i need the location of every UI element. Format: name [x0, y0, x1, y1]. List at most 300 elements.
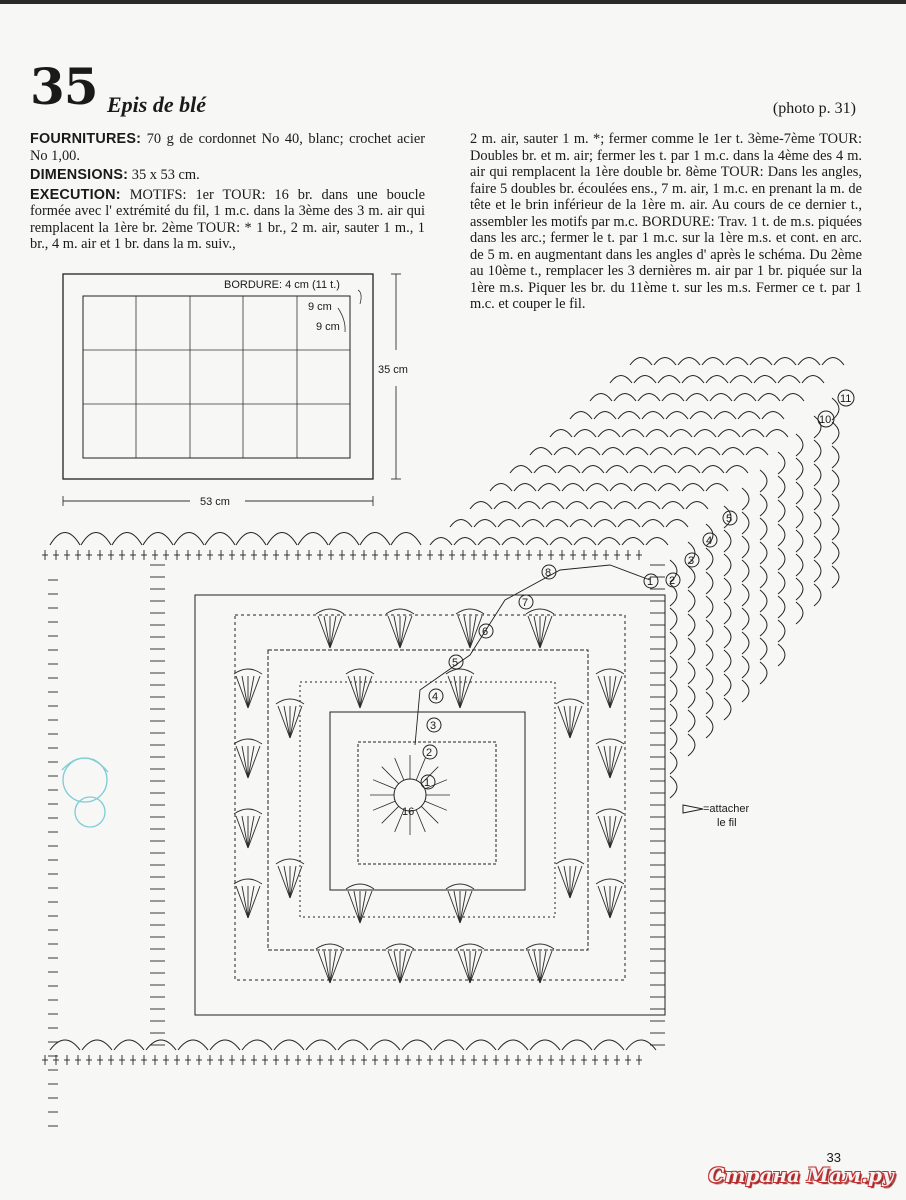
stitch-fan-line [348, 676, 360, 708]
stitch-fan-line [454, 676, 460, 708]
wing-arc [594, 520, 616, 528]
wing-arc [718, 430, 740, 438]
faint-flower-mark [62, 758, 108, 827]
stitch-fan-line [400, 951, 412, 983]
wing-arc [724, 602, 731, 624]
wing-arc [450, 520, 472, 528]
wing-arc [662, 394, 684, 402]
stitch-fan-line [318, 951, 330, 983]
stitch-fan-line [290, 866, 296, 898]
stitch-fan-line [604, 816, 610, 848]
wing-arc [594, 412, 616, 420]
wing-arc [742, 430, 764, 438]
stitch-fan-line [388, 951, 400, 983]
stitch-fan-line [464, 616, 470, 648]
stitch-fan-line [458, 616, 470, 648]
wing-arc [802, 376, 824, 384]
wing-arc [796, 554, 803, 576]
stitch-fan-line [248, 746, 254, 778]
stitch-fan-arc [556, 859, 584, 864]
wing-arc [598, 430, 620, 438]
stitch-fan-arc [234, 879, 262, 884]
stitch-fan-line [236, 816, 248, 848]
round-marker [479, 624, 493, 638]
scallop-arc [360, 533, 390, 546]
stitch-fan-arc [526, 944, 554, 949]
stitch-fan-arc [596, 669, 624, 674]
round-marker [449, 655, 463, 669]
stitch-fan-line [388, 616, 400, 648]
stitch-fan-line [610, 886, 622, 918]
svg-text:10: 10 [819, 414, 832, 426]
svg-text:7: 7 [522, 597, 529, 609]
wing-arc [722, 448, 744, 456]
stitch-fan-line [290, 706, 296, 738]
instructions-continued: 2 m. air, sauter 1 m. *; fermer comme le 1er t. 3ème-7ème TOUR: Doubles br. et m. air; fermer les t. par 1 m.c. dans la 4ème des 4 m. air qui remplacent la 1ère double br. 8ème TOUR: Dans les angles, faire 5 doubles br. écoulées ens., 7 m. air, 1 m.c. en prenant la m. de tête et le brin inférieur de la 1ère m. air. Au cours de ce dernier t., assembler les motifs par m.c. BORDURE: Trav. 1 t. de m.s. piquées dans les arc.; fermer le t. par 1 m.c. sur la 1ère m.s. et cont. en arc. de 5 m. en augmentant dans les angles d' après le schéma. Du 2ème au 10ème t., remplacer les 3 dernières m. air par 1 br. piquée sur la 1ère m.s. Piquer les br. du 11ème t. sur les m.s. Fermer ce t. par 1 m.c. et couper le fil. [470, 131, 862, 312]
stitch-fan-line [360, 891, 366, 923]
stitch-fan-line [248, 676, 260, 708]
scallop-arc [530, 1040, 560, 1050]
wing-arc [706, 548, 713, 570]
wing-arc [670, 728, 677, 750]
wing-arc [706, 376, 728, 384]
wing-arc [832, 422, 839, 444]
wing-arc [760, 518, 767, 540]
wing-arc [602, 448, 624, 456]
stitch-fan-line [598, 816, 610, 848]
stitch-fan-line [470, 616, 476, 648]
wing-arc [738, 412, 760, 420]
stitch-fan-arc [386, 944, 414, 949]
stitch-fan-line [236, 886, 248, 918]
stitch-fan-line [570, 866, 576, 898]
border-marker [644, 574, 658, 588]
crochet-chart [0, 340, 906, 1160]
stitch-fan-line [354, 891, 360, 923]
wing-arc [650, 448, 672, 456]
stitch-fan-line [330, 616, 336, 648]
motif-height-label: 9 cm [316, 321, 340, 333]
supplies-label: FOURNITURES: [30, 131, 142, 147]
wing-arc [546, 520, 568, 528]
wing-arc [706, 644, 713, 666]
stitch-ray [373, 780, 395, 789]
stitch-fan-line [610, 676, 616, 708]
wing-arc [832, 398, 839, 420]
wing-arc [510, 466, 532, 474]
wing-arc [578, 448, 600, 456]
stitch-fan-arc [316, 944, 344, 949]
scallop-arc [82, 1040, 112, 1050]
wing-arc [690, 412, 712, 420]
wing-arc [726, 358, 748, 366]
wing-arc [586, 484, 608, 492]
stitch-fan-line [236, 676, 248, 708]
stitch-fan-line [248, 816, 254, 848]
scallop-arc [298, 533, 328, 546]
wing-arc [814, 464, 821, 486]
wing-arc [514, 484, 536, 492]
wing-arc [646, 538, 668, 546]
wing-arc [782, 394, 804, 402]
round-marker [519, 595, 533, 609]
wing-arc [688, 590, 695, 612]
dimensions-label: DIMENSIONS: [30, 167, 129, 183]
dimensions-text: 35 x 53 cm. [128, 167, 200, 183]
wing-arc [760, 638, 767, 660]
stitch-fan-line [394, 951, 400, 983]
wing-arc [682, 484, 704, 492]
wing-arc [742, 608, 749, 630]
scallop-arc [306, 1040, 336, 1050]
wing-arc [762, 412, 784, 420]
wing-arc [796, 578, 803, 600]
border-marker [685, 553, 699, 567]
wing-arc [706, 484, 728, 492]
wing-arc [618, 412, 640, 420]
wing-arc [654, 466, 676, 474]
wing-arc [562, 484, 584, 492]
wing-arc [686, 394, 708, 402]
wing-arc [742, 560, 749, 582]
svg-text:4: 4 [432, 691, 439, 703]
stitch-fan-line [534, 616, 540, 648]
wing-arc [630, 466, 652, 474]
wing-arc [688, 566, 695, 588]
wing-arc [662, 502, 684, 510]
supplies-text: 70 g de cordonnet No 40, blanc; crochet acier No 1,00. [30, 131, 425, 164]
wing-arc [796, 482, 803, 504]
stitch-fan-line [248, 676, 254, 708]
stitch-fan-line [354, 676, 360, 708]
stitch-fan-line [360, 891, 372, 923]
wing-arc [742, 584, 749, 606]
stitch-fan-line [248, 816, 260, 848]
wing-arc [634, 484, 656, 492]
stitch-fan-line [454, 891, 460, 923]
wing-arc [760, 470, 767, 492]
wing-arc [558, 466, 580, 474]
wing-arc [742, 632, 749, 654]
dimensions-paragraph [30, 167, 425, 184]
instructions-left-column [30, 131, 425, 256]
scallop-arc [143, 533, 173, 546]
wing-arc [574, 430, 596, 438]
stitch-fan-arc [446, 669, 474, 674]
stitch-fan-line [604, 746, 610, 778]
wing-arc [610, 376, 632, 384]
stitch-ray [421, 806, 438, 823]
wing-arc [734, 394, 756, 402]
wing-arc [678, 358, 700, 366]
scallop-arc [466, 1040, 496, 1050]
wing-arc [454, 538, 476, 546]
stitch-fan-line [330, 951, 342, 983]
wing-arc [570, 520, 592, 528]
attach-thread-legend [683, 803, 750, 829]
stitch-fan-line [248, 746, 260, 778]
stitch-fan-line [360, 676, 366, 708]
execution-label: EXECUTION: [30, 186, 121, 203]
wing-arc [670, 680, 677, 702]
stitch-fan-line [448, 676, 460, 708]
wing-arc [714, 412, 736, 420]
wing-arc [666, 412, 688, 420]
scallop-arc [178, 1040, 208, 1050]
round-marker [542, 565, 556, 579]
border-marker [818, 411, 834, 427]
wing-arc [796, 602, 803, 624]
wing-arc [538, 484, 560, 492]
wing-arc [832, 518, 839, 540]
diagonal-join-line [415, 565, 650, 745]
stitch-fan-arc [234, 669, 262, 674]
wing-arc [646, 430, 668, 438]
wing-arc [618, 520, 640, 528]
wing-arc [814, 488, 821, 510]
stitch-fan-line [564, 706, 570, 738]
stitch-fan-line [394, 616, 400, 648]
wing-arc [566, 502, 588, 510]
stitch-fan-line [324, 951, 330, 983]
wing-arc [570, 412, 592, 420]
wing-arc [698, 448, 720, 456]
scallop-arc [594, 1040, 624, 1050]
svg-text:11: 11 [840, 393, 852, 405]
stitch-fan-line [470, 616, 482, 648]
stitch-fan-arc [446, 884, 474, 889]
stitch-fan-line [318, 616, 330, 648]
wing-arc [688, 710, 695, 732]
wing-arc [670, 608, 677, 630]
stitch-fan-line [558, 866, 570, 898]
pattern-number: 35 [30, 57, 98, 116]
scallop-arc [210, 1040, 240, 1050]
stitch-fan-line [564, 866, 570, 898]
wing-arc [814, 560, 821, 582]
stitch-fan-line [610, 816, 622, 848]
wing-arc [534, 466, 556, 474]
wing-arc [694, 430, 716, 438]
wing-arc [754, 376, 776, 384]
stitch-fan-line [570, 706, 582, 738]
wing-arc [798, 358, 820, 366]
svg-text:3: 3 [430, 720, 437, 732]
scallop-arc [242, 1040, 272, 1050]
wing-arc [494, 502, 516, 510]
wing-arc [634, 376, 656, 384]
svg-text:2: 2 [426, 747, 433, 759]
wing-arc [622, 430, 644, 438]
scallop-arc [112, 533, 142, 546]
wing-arc [654, 358, 676, 366]
execution-paragraph [30, 187, 425, 253]
pattern-title: Epis de blé [107, 92, 206, 117]
wing-arc [774, 358, 796, 366]
scallop-arc [50, 1040, 80, 1050]
wing-arc [814, 536, 821, 558]
wing-arc [778, 500, 785, 522]
wing-arc [642, 412, 664, 420]
wing-arc [742, 656, 749, 678]
stitch-fan-arc [526, 609, 554, 614]
border-marker [723, 511, 737, 525]
wing-arc [702, 358, 724, 366]
wing-arc [610, 484, 632, 492]
stitch-fan-line [610, 816, 616, 848]
scallop-arc [562, 1040, 592, 1050]
wing-arc [724, 674, 731, 696]
stitch-fan-line [540, 616, 552, 648]
wing-arc [682, 376, 704, 384]
stitch-fan-line [470, 951, 482, 983]
wing-arc [688, 614, 695, 636]
stitch-fan-line [242, 676, 248, 708]
scallop-arc [50, 533, 80, 546]
wing-arc [598, 538, 620, 546]
stitch-fan-line [248, 886, 254, 918]
scallop-arc [391, 533, 421, 546]
stitch-fan-line [278, 706, 290, 738]
wing-arc [760, 590, 767, 612]
wing-arc [724, 626, 731, 648]
stitch-fan-line [242, 886, 248, 918]
wing-arc [670, 704, 677, 726]
wing-arc [766, 430, 788, 438]
top-rule [0, 0, 906, 4]
border-round-markers [644, 390, 854, 588]
wing-arc [778, 476, 785, 498]
round-marker [421, 775, 435, 789]
wing-arc [658, 376, 680, 384]
stitch-fan-line [570, 866, 582, 898]
wing-arc [832, 494, 839, 516]
svg-text:8: 8 [545, 567, 552, 579]
scallop-arc [434, 1040, 464, 1050]
stitch-fan-line [348, 891, 360, 923]
stitch-fan-arc [276, 859, 304, 864]
stitch-fan-line [400, 616, 406, 648]
wing-arc [502, 538, 524, 546]
wing-arc [478, 538, 500, 546]
wing-arc [706, 620, 713, 642]
stitch-fan-arc [346, 884, 374, 889]
wing-arc [688, 662, 695, 684]
wing-arc [778, 452, 785, 474]
wing-arc [670, 632, 677, 654]
wing-arc [796, 506, 803, 528]
wing-arc [430, 538, 452, 546]
wing-arc [796, 530, 803, 552]
wing-arc [574, 538, 596, 546]
wing-arc [796, 434, 803, 456]
wing-arc [724, 554, 731, 576]
wing-arc [760, 494, 767, 516]
wing-arc [638, 394, 660, 402]
stitch-fan-line [604, 676, 610, 708]
stitch-fan-line [242, 746, 248, 778]
stitch-fan-arc [596, 739, 624, 744]
legend-line-2: le fil [717, 817, 737, 829]
scallop-arc [174, 533, 204, 546]
wing-arc [814, 512, 821, 534]
svg-text:1: 1 [647, 576, 654, 588]
wing-arc [686, 502, 708, 510]
wing-arc [642, 520, 664, 528]
wing-arc [470, 502, 492, 510]
svg-text:5: 5 [452, 657, 459, 669]
motif-width-label: 9 cm [308, 301, 332, 313]
border-scallops [50, 533, 656, 1051]
scallop-arc [338, 1040, 368, 1050]
scallop-arc [81, 533, 111, 546]
wing-arc [706, 668, 713, 690]
stitch-fan-line [330, 951, 336, 983]
wing-arc [778, 524, 785, 546]
wing-arc [742, 512, 749, 534]
stitch-fan-line [460, 891, 472, 923]
stitch-fan-line [534, 951, 540, 983]
scallop-arc [114, 1040, 144, 1050]
wing-arc [832, 542, 839, 564]
wing-arc [606, 466, 628, 474]
stitch-fan-arc [386, 609, 414, 614]
stitch-fan-line [464, 951, 470, 983]
wing-arc [832, 470, 839, 492]
wing-arc [626, 448, 648, 456]
stitch-fan-line [458, 951, 470, 983]
wing-arc [590, 502, 612, 510]
wing-arc [724, 530, 731, 552]
wing-arc [760, 566, 767, 588]
wing-arc [678, 466, 700, 474]
wing-arc [778, 596, 785, 618]
wing-arc [638, 502, 660, 510]
scallop-arc [498, 1040, 528, 1050]
legend-line-1: =attacher [703, 803, 750, 815]
wing-arc [778, 620, 785, 642]
wing-arc [710, 394, 732, 402]
round-marker [429, 689, 443, 703]
motif-stitch-fans [234, 609, 624, 983]
wing-arc [674, 448, 696, 456]
scallop-arc [274, 1040, 304, 1050]
wing-arc [778, 644, 785, 666]
wing-arc [760, 662, 767, 684]
stitch-fan-line [278, 866, 290, 898]
stitch-fan-arc [316, 609, 344, 614]
site-watermark: Страна Мам.ру [708, 1163, 894, 1187]
wing-arc [542, 502, 564, 510]
stitch-fan-line [448, 891, 460, 923]
stitch-fan-arc [556, 699, 584, 704]
wing-arc [814, 440, 821, 462]
total-width-label: 53 cm [200, 496, 230, 508]
stitch-fan-line [558, 706, 570, 738]
wing-arc [630, 358, 652, 366]
stitch-fan-line [598, 886, 610, 918]
svg-text:2: 2 [669, 575, 676, 587]
scallop-arc [205, 533, 235, 546]
wing-arc [778, 376, 800, 384]
scallop-arc [236, 533, 266, 546]
total-height-label: 35 cm [378, 364, 408, 376]
wing-arc [658, 484, 680, 492]
wing-arc [526, 538, 548, 546]
stitch-fan-arc [276, 699, 304, 704]
stitch-fan-arc [346, 669, 374, 674]
stitch-ray [373, 801, 395, 810]
